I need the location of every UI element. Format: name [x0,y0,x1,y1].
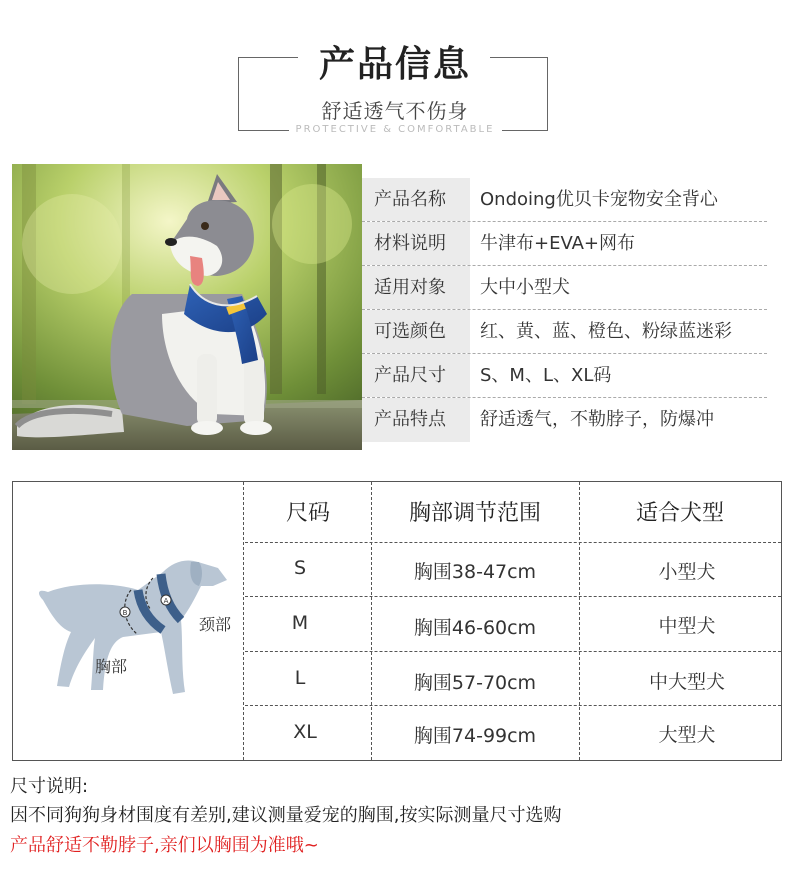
info-value: 红、黄、蓝、橙色、粉绿蓝迷彩 [480,321,732,342]
info-label: 产品特点 [362,398,470,442]
chest-cell: 胸围57-70cm [413,672,537,694]
info-value: S、M、L、XL码 [480,365,612,386]
section-header [0,0,790,150]
info-label: 产品名称 [362,178,470,221]
measurement-diagram [13,482,244,760]
chest-cell: 胸围74-99cm [413,725,537,747]
info-value: Ondoing优贝卡宠物安全背心 [480,189,718,210]
notes-line-2-highlight: 产品舒适不勒脖子,亲们以胸围为准哦~ [10,835,319,856]
header-size: 尺码 [285,501,330,526]
section-english-tagline: PROTECTIVE & COMFORTABLE [295,124,495,135]
husky-photo-illustration [12,164,362,450]
info-value: 牛津布+EVA+网布 [480,233,636,254]
type-cell: 大型犬 [658,724,716,746]
row-divider [245,651,781,652]
header-chest-range: 胸部调节范围 [408,501,541,526]
info-label: 可选颜色 [362,310,470,353]
chest-cell: 胸围46-60cm [413,617,537,639]
row-divider [245,596,781,597]
info-row [362,266,767,310]
header-dog-type: 适合犬型 [635,501,724,526]
type-cell: 中型犬 [658,615,716,637]
chest-label: 胸部 [95,657,128,676]
size-chart-table [12,481,782,761]
row-divider [245,705,781,706]
info-row [362,222,767,266]
info-value: 大中小型犬 [480,277,570,298]
section-subtitle: 舒适透气不伤身 [321,99,469,123]
info-label: 产品尺寸 [362,354,470,397]
notes-line-1: 因不同狗狗身材围度有差别,建议测量爱宠的胸围,按实际测量尺寸选购 [10,805,562,826]
info-row [362,354,767,398]
info-row [362,398,767,442]
chest-cell: 胸围38-47cm [413,561,537,583]
size-notes [10,773,790,861]
info-label: 适用对象 [362,266,470,309]
type-cell: 中大型犬 [648,671,725,693]
product-info-table [362,178,767,442]
type-cell: 小型犬 [658,561,716,583]
size-cell: M [291,612,309,634]
mark-a: A [163,597,169,605]
info-row [362,310,767,354]
neck-label: 颈部 [199,615,232,634]
row-divider [245,542,781,543]
size-cell: L [294,667,306,689]
mark-b: B [122,609,128,617]
section-title: 产品信息 [318,44,471,85]
product-photo-husky [12,164,362,450]
size-cell: XL [293,721,317,743]
info-value: 舒适透气，不勒脖子，防爆冲 [480,409,714,430]
notes-heading: 尺寸说明: [10,776,89,797]
size-cell: S [293,557,307,579]
info-label: 材料说明 [362,222,470,265]
info-row [362,178,767,222]
